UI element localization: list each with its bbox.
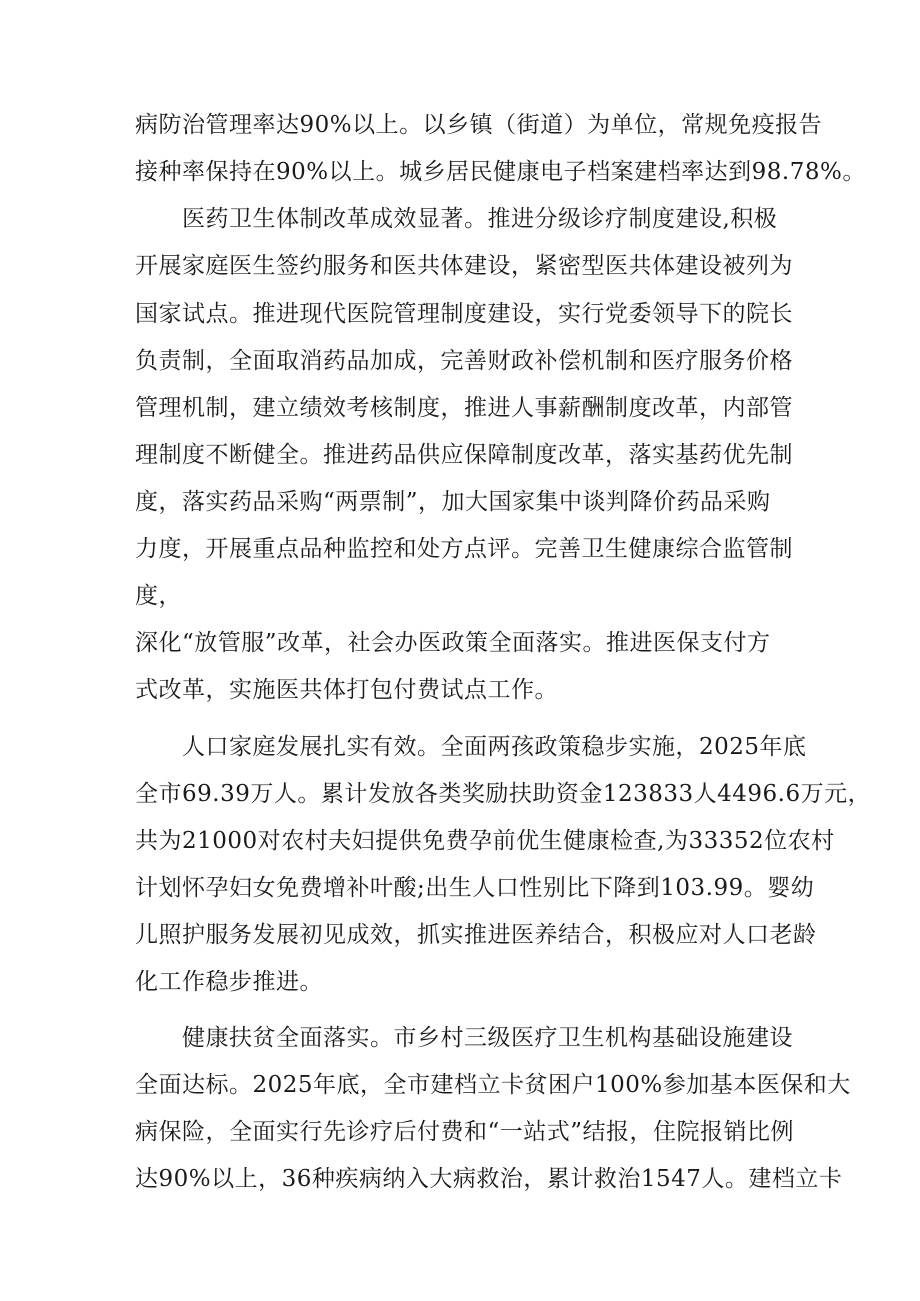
- text-line: 全市69.39万人。累计发放各类奖励扶助资金123833人4496.6万元，: [135, 781, 872, 807]
- text-line: 度，: [135, 583, 182, 609]
- text-line: 全面达标。2025年底，全市建档立卡贫困户100%参加基本医保和大: [135, 1072, 851, 1098]
- paragraph-heading-line: 人口家庭发展扎实有效。全面两孩政策稳步实施，2025年底: [182, 734, 807, 760]
- text-line: 管理机制，建立绩效考核制度，推进人事薪酬制度改革，内部管: [135, 395, 793, 421]
- text-line: 负责制，全面取消药品加成，完善财政补偿机制和医疗服务价格: [135, 348, 793, 374]
- text-line: 计划怀孕妇女免费增补叶酸;出生人口性别比下降到103.99。婴幼: [135, 875, 815, 901]
- text-line: 儿照护服务发展初见成效，抓实推进医养结合，积极应对人口老龄: [135, 922, 817, 948]
- text-line: 病防治管理率达90%以上。以乡镇（街道）为单位，常规免疫报告: [135, 112, 823, 138]
- paragraph-heading-line: 医药卫生体制改革成效显著。推进分级诊疗制度建设,积极: [182, 206, 778, 232]
- text-line: 度，落实药品采购“两票制”，加大国家集中谈判降价药品采购: [135, 489, 771, 515]
- text-line: 化工作稳步推进。: [135, 969, 323, 995]
- text-line: 力度，开展重点品种监控和处方点评。完善卫生健康综合监管制: [135, 536, 793, 562]
- text-line: 病保险，全面实行先诊疗后付费和“一站式”结报，住院报销比例: [135, 1119, 795, 1145]
- text-line: 接种率保持在90%以上。城乡居民健康电子档案建档率达到98.78%。: [135, 159, 866, 185]
- text-line: 理制度不断健全。推进药品供应保障制度改革，落实基药优先制: [135, 442, 793, 468]
- text-line: 共为21000对农村夫妇提供免费孕前优生健康检查,为33352位农村: [135, 828, 835, 854]
- text-line: 达90%以上，36种疾病纳入大病救治，累计救治1547人。建档立卡: [135, 1166, 843, 1192]
- paragraph-heading-line: 健康扶贫全面落实。市乡村三级医疗卫生机构基础设施建设: [182, 1025, 793, 1051]
- text-line: 国家试点。推进现代医院管理制度建设，实行党委领导下的院长: [135, 301, 793, 327]
- text-line: 式改革，实施医共体打包付费试点工作。: [135, 677, 558, 703]
- text-line: 开展家庭医生签约服务和医共体建设，紧密型医共体建设被列为: [135, 253, 793, 279]
- text-line: 深化“放管服”改革，社会办医政策全面落实。推进医保支付方: [135, 630, 771, 656]
